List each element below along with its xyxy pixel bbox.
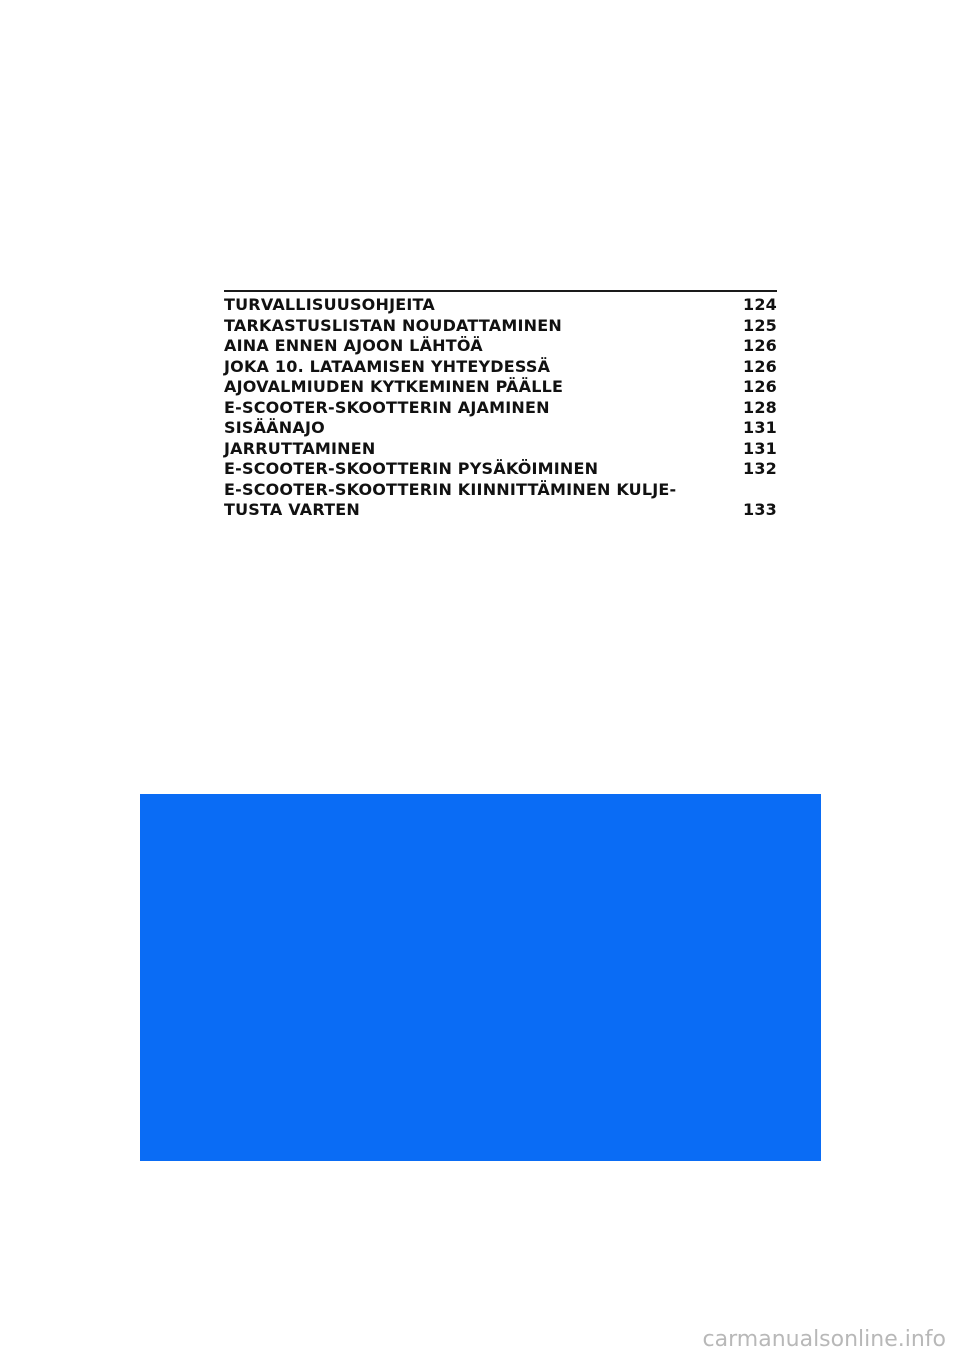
toc-entry-page: 126 bbox=[743, 377, 777, 396]
blue-color-block bbox=[140, 794, 821, 1161]
toc-entry-title: JOKA 10. LATAAMISEN YHTEYDESSÄ bbox=[224, 356, 551, 376]
toc-entry-title: AJOVALMIUDEN KYTKEMINEN PÄÄLLE bbox=[224, 377, 564, 396]
toc-entry-page: 131 bbox=[743, 418, 777, 437]
toc-entry-page: 125 bbox=[743, 315, 777, 335]
toc-entry-title: SISÄÄNAJO bbox=[224, 418, 325, 437]
toc-entry[interactable] bbox=[224, 357, 777, 378]
toc-entry-title: AINA ENNEN AJOON LÄHTÖÄ bbox=[224, 336, 483, 355]
toc-entry-page: 126 bbox=[743, 356, 777, 376]
toc-entry[interactable] bbox=[224, 398, 777, 419]
toc-entry-page: 126 bbox=[743, 336, 777, 355]
toc-entry[interactable] bbox=[224, 459, 777, 480]
toc-entry[interactable] bbox=[224, 439, 777, 460]
toc-entry-title: E-SCOOTER-SKOOTTERIN PYSÄKÖIMINEN bbox=[224, 459, 599, 478]
toc-entry-title: E-SCOOTER-SKOOTTERIN KIINNITTÄMINEN KULJE- TUSTA VARTEN bbox=[224, 479, 677, 519]
toc-entry-title: JARRUTTAMINEN bbox=[224, 438, 376, 458]
toc-entry-page: 124 bbox=[743, 295, 777, 314]
table-of-contents bbox=[224, 290, 777, 521]
toc-entry-page: 131 bbox=[743, 438, 777, 458]
toc-entry-page: 128 bbox=[743, 397, 777, 417]
toc-entry[interactable] bbox=[224, 418, 777, 439]
toc-entry-title: TURVALLISUUSOHJEITA bbox=[224, 295, 435, 314]
toc-entry[interactable] bbox=[224, 295, 777, 316]
toc-entry-title: E-SCOOTER-SKOOTTERIN AJAMINEN bbox=[224, 397, 550, 417]
toc-entry[interactable] bbox=[224, 480, 777, 521]
watermark-text: carmanualsonline.info bbox=[702, 1327, 946, 1352]
toc-entry-title: TARKASTUSLISTAN NOUDATTAMINEN bbox=[224, 315, 562, 335]
toc-entry-page: 132 bbox=[743, 459, 777, 478]
toc-entry[interactable] bbox=[224, 336, 777, 357]
toc-entry[interactable] bbox=[224, 316, 777, 337]
toc-entry[interactable] bbox=[224, 377, 777, 398]
toc-entry-page: 133 bbox=[743, 500, 777, 519]
